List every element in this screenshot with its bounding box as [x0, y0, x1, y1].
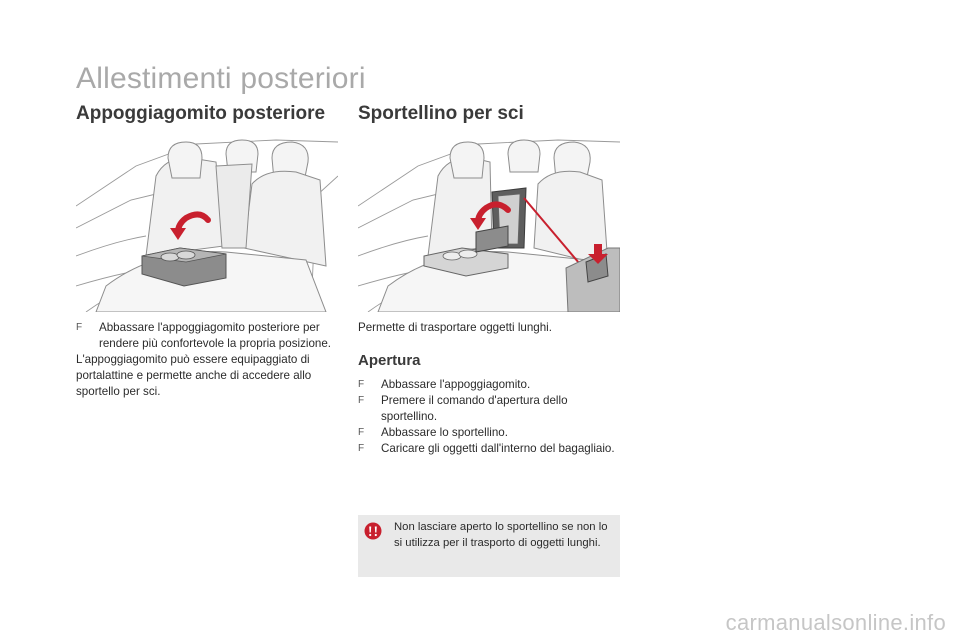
opening-steps [358, 377, 620, 457]
armrest-illustration [76, 136, 338, 312]
bullet-marker: F [358, 395, 365, 406]
bullet-marker: F [76, 322, 83, 333]
rear-seat-armrest-drawing [76, 136, 338, 312]
section-title-armrest: Appoggiagomito posteriore [76, 103, 326, 124]
subsection-title-opening: Apertura [358, 352, 421, 369]
armrest-description [76, 320, 338, 400]
warning-text: Non lasciare aperto lo sportellino se non lo si utilizza per il trasporto di oggetti lunghi. [394, 521, 608, 549]
armrest-step [76, 320, 338, 352]
bullet-marker: F [358, 379, 365, 390]
page-title: Allestimenti posteriori [76, 62, 366, 95]
opening-step-text: Premere il comando d'apertura dello sportellino. [381, 394, 568, 423]
bullet-marker: F [358, 443, 365, 454]
warning-box [358, 515, 620, 577]
armrest-step-text: Abbassare l'appoggiagomito posteriore per rendere più confortevole la propria posizione. [99, 321, 332, 350]
ski-hatch-illustration [358, 136, 620, 312]
section-title-ski-hatch: Sportellino per sci [358, 103, 524, 124]
opening-step [358, 377, 620, 393]
opening-step-text: Abbassare l'appoggiagomito. [381, 378, 531, 391]
armrest-paragraph: L'appoggiagomito può essere equipaggiato di portalattine e permette anche di accedere allo sportello per sci. [76, 353, 312, 398]
opening-step-text: Caricare gli oggetti dall'interno del bagagliaio. [381, 442, 615, 455]
opening-step [358, 441, 620, 457]
ski-hatch-intro: Permette di trasportare oggetti lunghi. [358, 321, 552, 334]
opening-step-text: Abbassare lo sportellino. [381, 426, 508, 439]
opening-step [358, 393, 620, 425]
warning-icon [364, 522, 382, 540]
bullet-marker: F [358, 427, 365, 438]
watermark: carmanualsonline.info [725, 610, 946, 635]
opening-step [358, 425, 620, 441]
ski-hatch-drawing [358, 136, 620, 312]
